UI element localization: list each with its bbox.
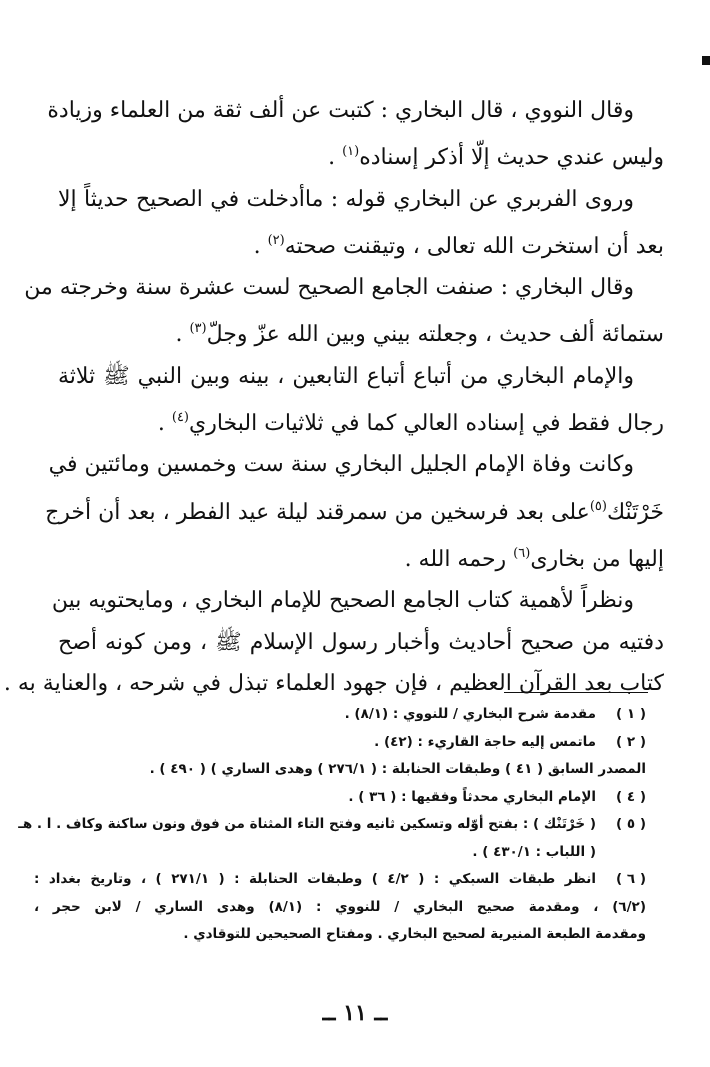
text-line: خَرْتَنْك$^{(٥)}$على بعد فرسخين من سمرقند ليلة عيد الفطر ، بعد أن أخرج [45, 498, 664, 525]
paragraph-4 [58, 356, 664, 445]
paragraph-1 [47, 90, 664, 179]
footnote-4 [34, 784, 646, 812]
page-corner-mark [702, 56, 710, 65]
footnote-number: ( ٤ ) [616, 788, 646, 805]
footnote-number: ( ٦ ) [616, 871, 646, 887]
paragraph-3 [24, 267, 664, 356]
footnote-6-continued: ومقدمة الطبعة المنيرية لصحيح البخاري . ومفتاح الصحيحين للتوقادي . [183, 926, 646, 942]
footnote-text: المصدر السابق ( ٤١ ) وطبقات الحنابلة : ( ٢٧٦/١ ) وهدى الساري ) ( ٤٩٠ ) . [149, 761, 646, 777]
footnote-ref[interactable]: (١) [342, 144, 360, 160]
text-line: وليس عندي حديث إلّا أذكر إسناده$^{(١)}$ . [328, 144, 664, 171]
text-line: بعد أن استخرت الله تعالى ، وتيقنت صحته$^{(٢)}$ . [253, 232, 664, 259]
text-line: والإمام البخاري من أتباع أتباع التابعين ، بينه وبين النبي ﷺ ثلاثة [58, 363, 634, 389]
text-line: دفتيه من صحيح أحاديث وأخبار رسول الإسلام ﷺ ، ومن كونه أصح [58, 629, 664, 655]
footnote-text: ماتمس إليه حاجة القاريء : (٤٢) . [374, 733, 596, 750]
text-line: ستمائة ألف حديث ، وجعلته بيني وبين الله عزّ وجلّ$^{(٣)}$ . [175, 321, 664, 348]
text-line: وقال النووي ، قال البخاري : كتبت عن ألف ثقة من العلماء وزيادة [47, 98, 634, 123]
footnote-ref[interactable]: (٦) [513, 545, 531, 561]
footnote-ref[interactable]: (٢) [267, 232, 285, 248]
text-line: إليها من بخارى$^{(٦)}$ رحمه الله . [404, 545, 664, 572]
footnote-6-continued: (٦/٢) ، ومقدمة صحيح البخاري / للنووي : (٨/١) وهدى الساري / لابن حجر ، [34, 898, 646, 915]
footnote-ref[interactable]: (٤) [171, 410, 189, 426]
text-line: رجال فقط في إسناده العالي كما في ثلاثيات البخاري$^{(٤)}$ . [157, 410, 664, 437]
footnote-text: ( خَرْتَنْك ) : بفتح أوّله وتسكين ثانيه وفتح التاء المثناة من فوق ونون ساكنة وكاف . ا . هـ [18, 816, 596, 832]
footnote-text: مقدمة شرح البخاري / للنووي : (٨/١) . [344, 706, 596, 722]
footnote-5 [18, 811, 646, 839]
footnote-text: انظر طبقات السبكي : ( ٤/٢ ) وطبقات الحنابلة : ( ٢٧١/١ ) ، وتاريخ بغداد : [34, 871, 596, 887]
footnote-ref[interactable]: (٣) [189, 321, 207, 337]
footnote-6 [34, 866, 646, 894]
footnote-number: ( ٢ ) [616, 733, 646, 750]
paragraph-5 [45, 444, 664, 580]
footnote-text: الإمام البخاري محدثاً وفقيها : ( ٣٦ ) . [348, 788, 596, 805]
footnote-3 [34, 756, 646, 784]
text-line: وروى الفربري عن البخاري قوله : ماأدخلت في الصحيح حديثاً إلا [58, 186, 634, 212]
footnotes [18, 701, 646, 949]
paragraph-2 [58, 179, 664, 268]
text-line: وكانت وفاة الإمام الجليل البخاري سنة ست وخمسين ومائتين في [48, 452, 634, 478]
footnote-ref[interactable]: (٥) [589, 498, 607, 514]
footnote-1 [34, 701, 646, 729]
footnote-2 [34, 729, 646, 757]
text-line: كتاب بعد القرآن العظيم ، فإن جهود العلماء تبذل في شرحه ، والعناية به . [3, 670, 664, 696]
footnote-5-continued [34, 839, 646, 867]
paragraph-6 [3, 580, 664, 704]
text-line: ونظراً لأهمية كتاب الجامع الصحيح للإمام البخاري ، ومايحتويه بين [51, 588, 634, 614]
text-line: وقال البخاري : صنفت الجامع الصحيح لست عشرة سنة وخرجته من [24, 275, 634, 301]
footnote-number: ( ١ ) [616, 706, 646, 722]
main-text [3, 90, 664, 704]
footnote-text: ( اللباب : ٤٣٠/١ ) . [472, 843, 596, 860]
footnote-divider [504, 692, 648, 693]
page-number: ــ ١١ ــ [322, 1000, 388, 1026]
footnote-number: ( ٥ ) [616, 816, 646, 832]
